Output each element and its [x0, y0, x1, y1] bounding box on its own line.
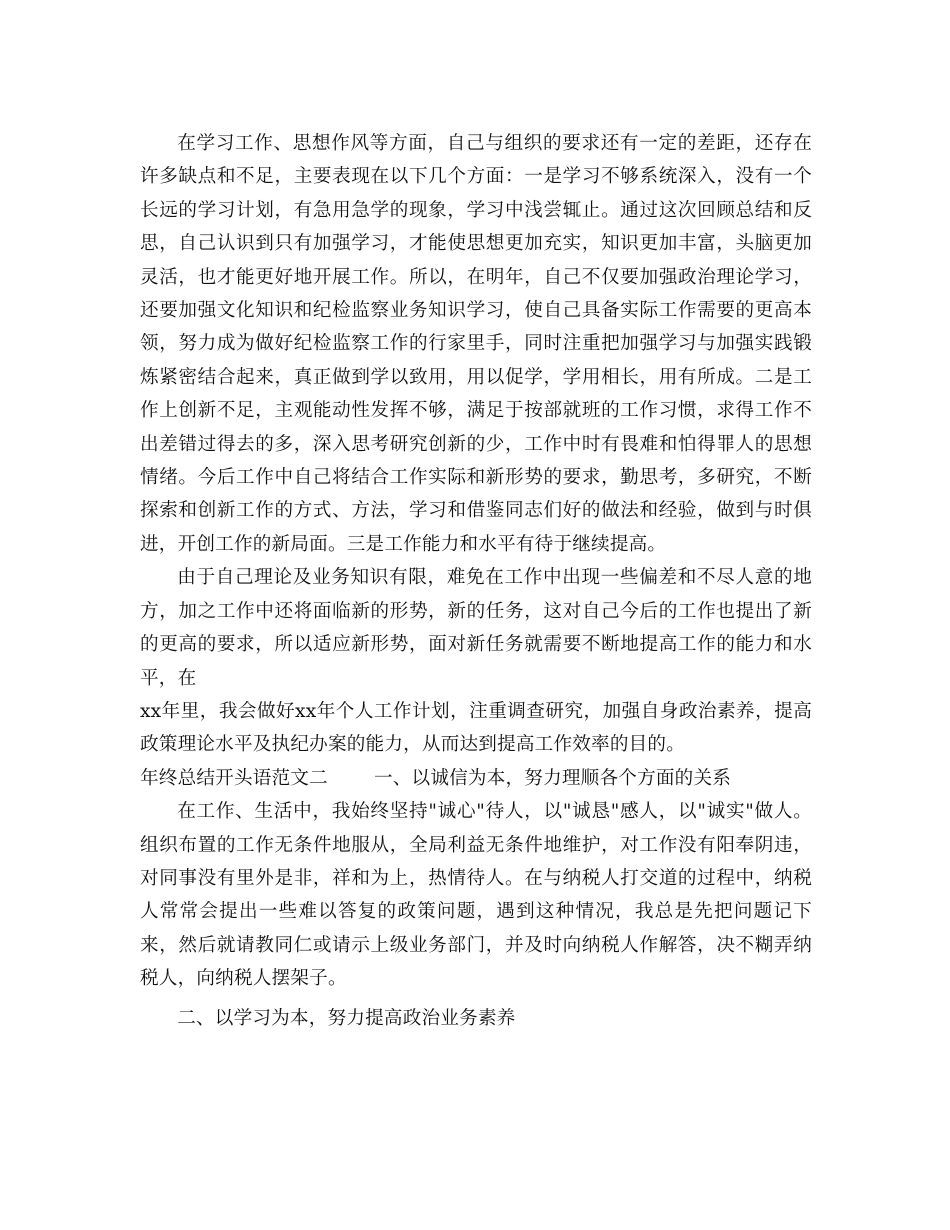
paragraph-work-plan: xx年里，我会做好xx年个人工作计划，注重调查研究，加强自身政治素养，提高政策理论水平及执纪办案的能力，从而达到提高工作效率的目的。 — [140, 700, 812, 756]
document-page — [140, 127, 812, 1035]
section-title: 年终总结开头语范文二 — [140, 767, 328, 789]
section-heading-line — [140, 762, 812, 795]
second-heading: 二、以学习为本，努力提高政治业务素养 — [177, 1007, 516, 1029]
paragraph-study-shortcomings: 在学习工作、思想作风等方面，自己与组织的要求还有一定的差距，还存在许多缺点和不足，主要表现在以下几个方面：一是学习不够系统深入，没有一个长远的学习计划，有急用急学的现象，学习中浅尝辄止。通过这次回顾总结和反思，自己认识到只有加强学习，才能使思想更加充实，知识更加丰富，头脑更加灵活，也才能更好地开展工作。所以，在明年，自己不仅要加强政治理论学习，还要加强文化知识和纪检监察业务知识学习，使自己具备实际工作需要的更高本领，努力成为做好纪检监察工作的行家里手，同时注重把加强学习与加强实践锻炼紧密结合起来，真正做到学以致用，用以促学，学用相长，用有所成。二是工作上创新不足，主观能动性发挥不够，满足于按部就班的工作习惯，求得工作不出差错过得去的多，深入思考研究创新的少，工作中时有畏难和怕得罪人的思想情绪。今后工作中自己将结合工作实际和新形势的要求，勤思考，多研究，不断探索和创新工作的方式、方法，学习和借鉴同志们好的做法和经验，做到与时俱进，开创工作的新局面。三是工作能力和水平有待于继续提高。 — [140, 133, 812, 555]
paragraph-integrity: 在工作、生活中，我始终坚持"诚心"待人，以"诚恳"感人，以"诚实"做人。组织布置的工作无条件地服从，全局利益无条件地维护，对工作没有阳奉阴违，对同事没有里外是非，祥和为上，热情待人。在与纳税人打交道的过程中，纳税人常常会提出一些难以答复的政策问题，遇到这种情况，我总是先把问题记下来，然后就请教同仁或请示上级业务部门，并及时向纳税人作解答，决不糊弄纳税人，向纳税人摆架子。 — [140, 801, 812, 990]
paragraph-limited-knowledge: 由于自己理论及业务知识有限，难免在工作中出现一些偏差和不尽人意的地方，加之工作中还将面临新的形势，新的任务，这对自己今后的工作也提出了新的更高的要求，所以适应新形势，面对新任务就需要不断地提高工作的能力和水平，在 — [140, 567, 812, 689]
section-first-heading: 一、以诚信为本，努力理顺各个方面的关系 — [373, 767, 732, 789]
